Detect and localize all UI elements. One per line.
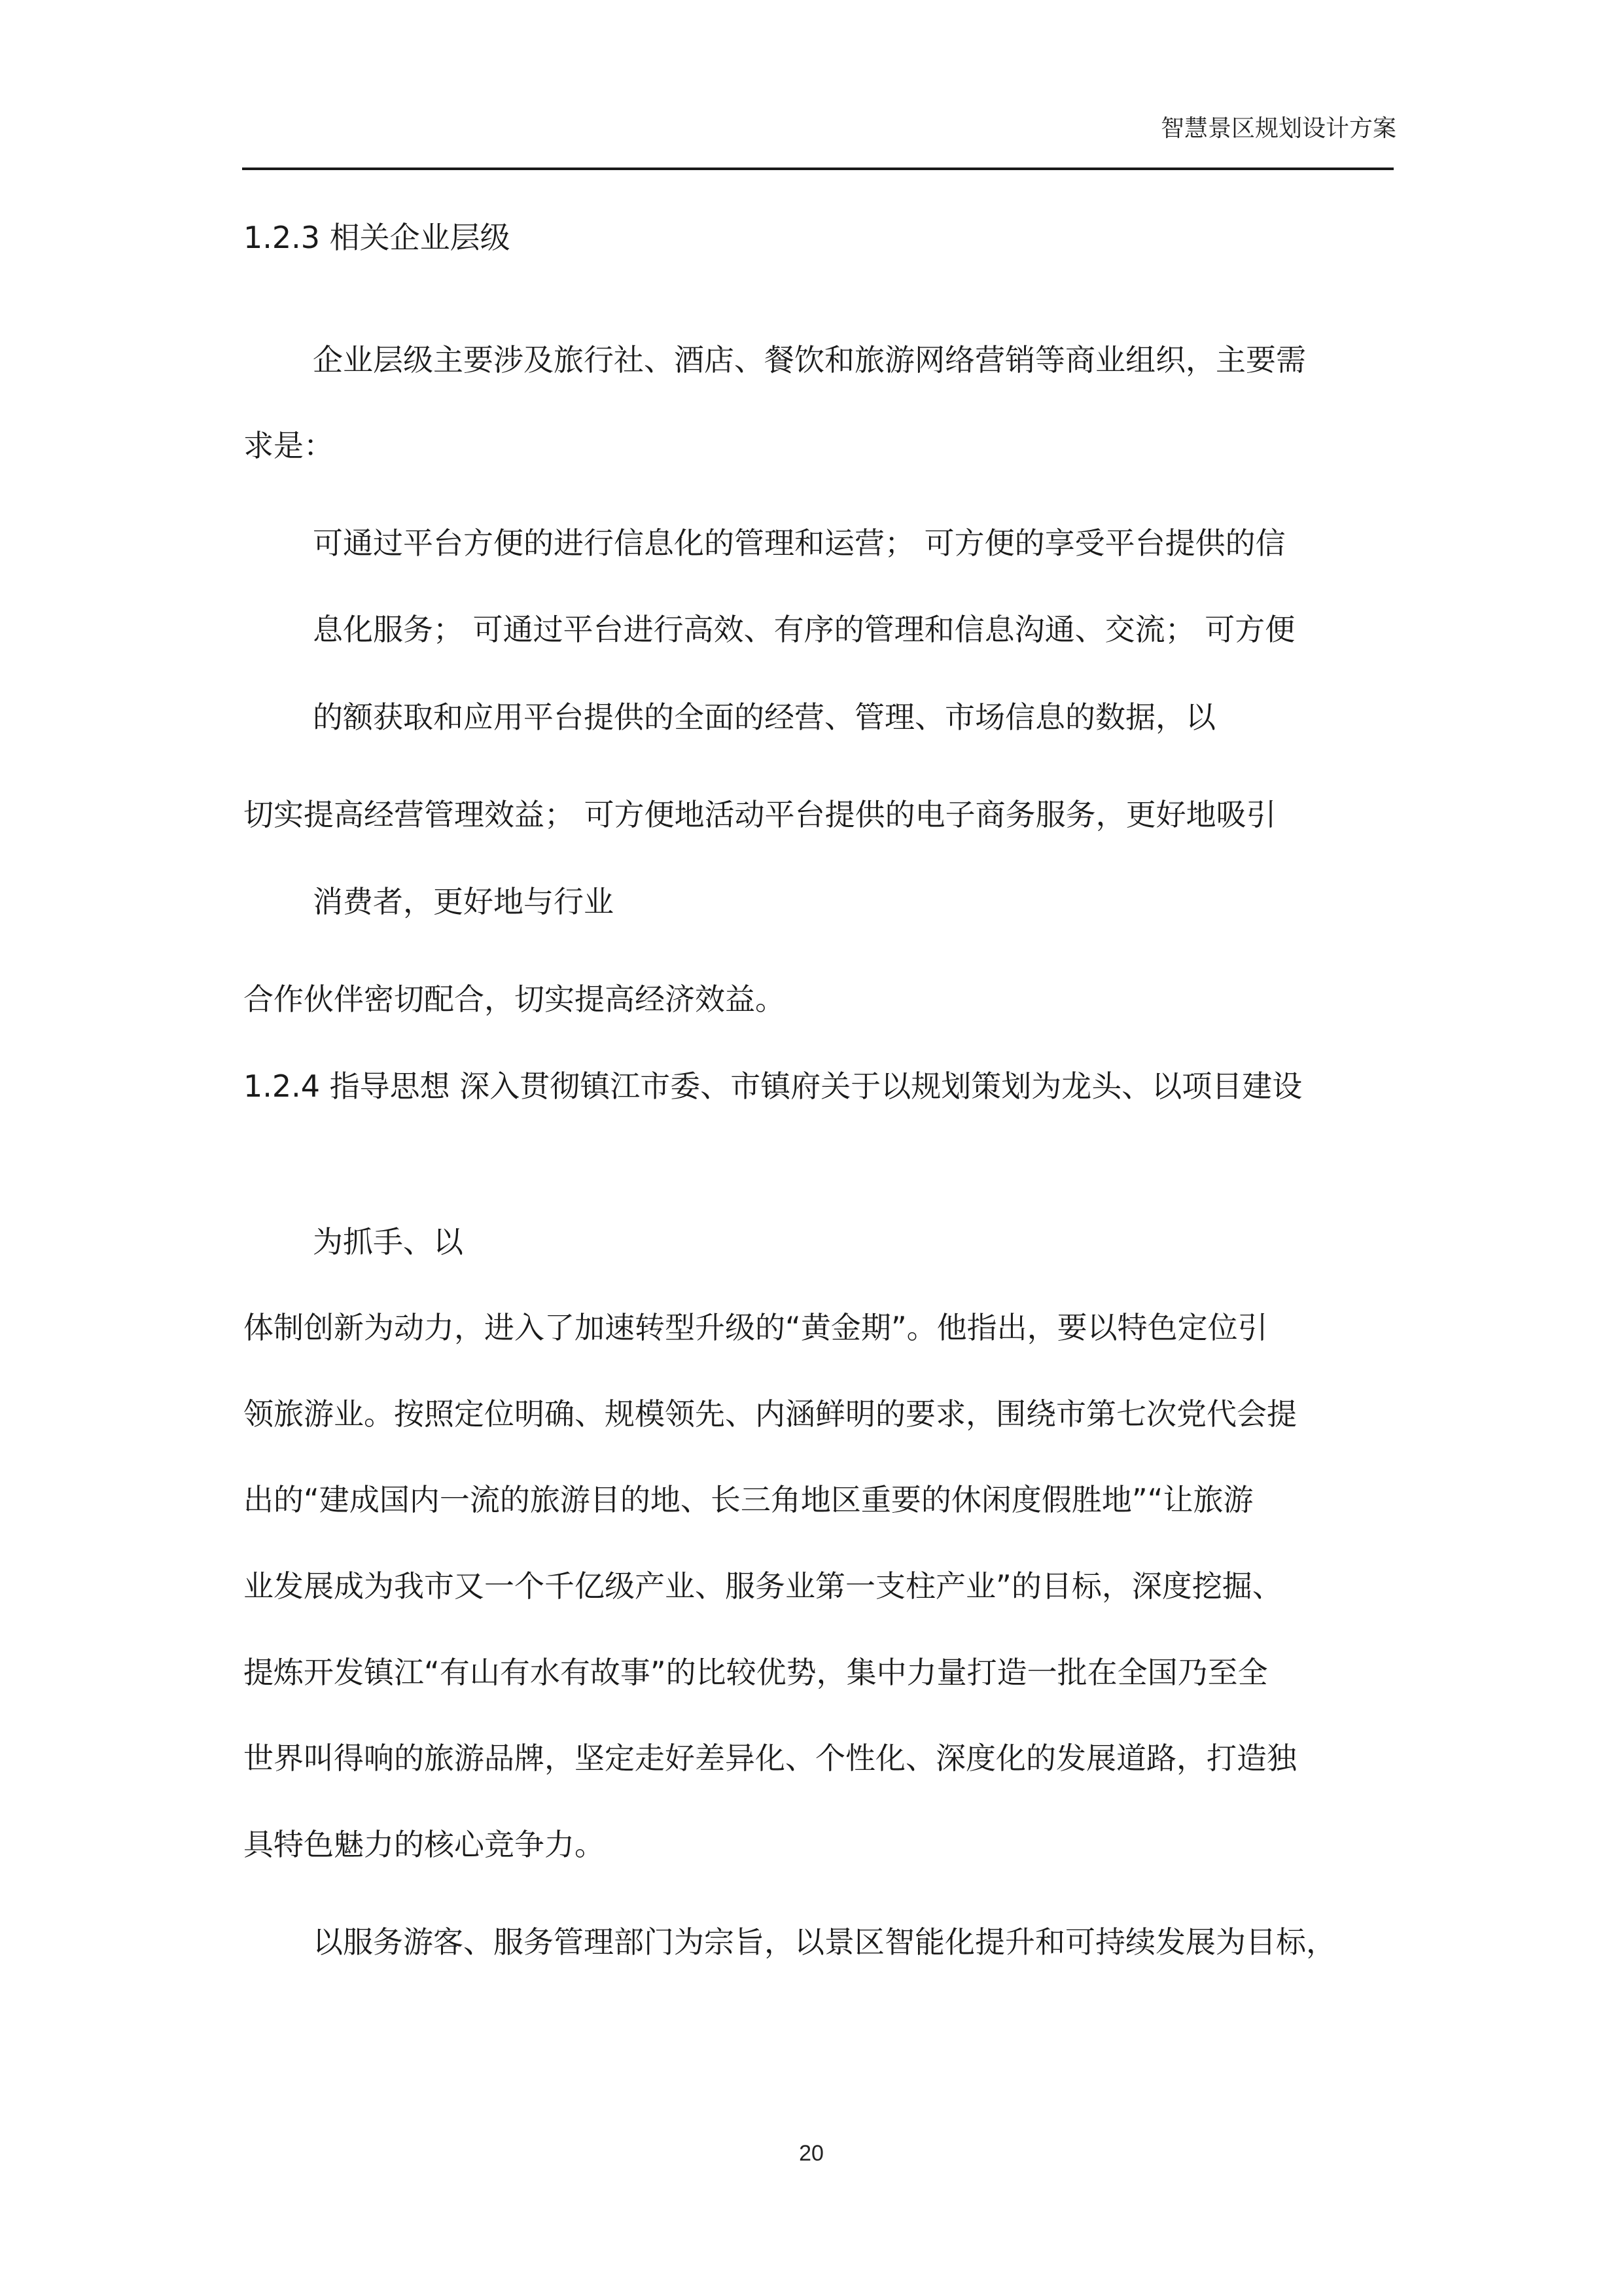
paragraph-line: 息化服务； 可通过平台进行高效、有序的管理和信息沟通、交流； 可方便 — [313, 612, 1296, 647]
paragraph-line: 体制创新为动力，进入了加速转型升级的“黄金期”。他指出，要以特色定位引 — [243, 1310, 1268, 1345]
header-divider — [242, 168, 1394, 170]
paragraph-line: 切实提高经营管理效益； 可方便地活动平台提供的电子商务服务，更好地吸引 — [243, 797, 1277, 832]
paragraph-line: 以服务游客、服务管理部门为宗旨，以景区智能化提升和可持续发展为目标， — [313, 1924, 1336, 1960]
paragraph-line: 合作伙伴密切配合，切实提高经济效益。 — [243, 981, 785, 1017]
paragraph-line: 领旅游业。按照定位明确、规模领先、内涵鲜明的要求，围绕市第七次党代会提 — [243, 1396, 1297, 1432]
paragraph-line: 求是： — [243, 428, 334, 463]
paragraph-line: 企业层级主要涉及旅行社、酒店、餐饮和旅游网络营销等商业组织，主要需 — [313, 342, 1306, 378]
paragraph-line: 为抓手、以 — [313, 1224, 463, 1260]
paragraph-line: 可通过平台方便的进行信息化的管理和运营； 可方便的享受平台提供的信 — [313, 525, 1286, 561]
paragraph-line: 世界叫得响的旅游品牌，坚定走好差异化、个性化、深度化的发展道路，打造独 — [243, 1740, 1297, 1776]
paragraph-line: 提炼开发镇江“有山有水有故事”的比较优势，集中力量打造一批在全国乃至全 — [243, 1655, 1268, 1690]
document-title: 智慧景区规划设计方案 — [1160, 115, 1396, 142]
paragraph-line: 的额获取和应用平台提供的全面的经营、管理、市场信息的数据，以 — [313, 699, 1216, 735]
paragraph-line: 具特色魅力的核心竞争力。 — [243, 1827, 605, 1862]
section-heading-1-2-4: 1.2.4 指导思想 深入贯彻镇江市委、市镇府关于以规划策划为龙头、以项目建设 — [243, 1069, 1303, 1104]
paragraph-line: 出的“建成国内一流的旅游目的地、长三角地区重要的休闲度假胜地”“让旅游 — [243, 1482, 1254, 1517]
section-heading-1-2-3: 1.2.3 相关企业层级 — [243, 220, 510, 255]
page-number: 20 — [799, 2141, 824, 2166]
paragraph-line: 业发展成为我市又一个千亿级产业、服务业第一支柱产业”的目标，深度挖掘、 — [243, 1568, 1282, 1604]
paragraph-line: 消费者，更好地与行业 — [313, 884, 614, 919]
